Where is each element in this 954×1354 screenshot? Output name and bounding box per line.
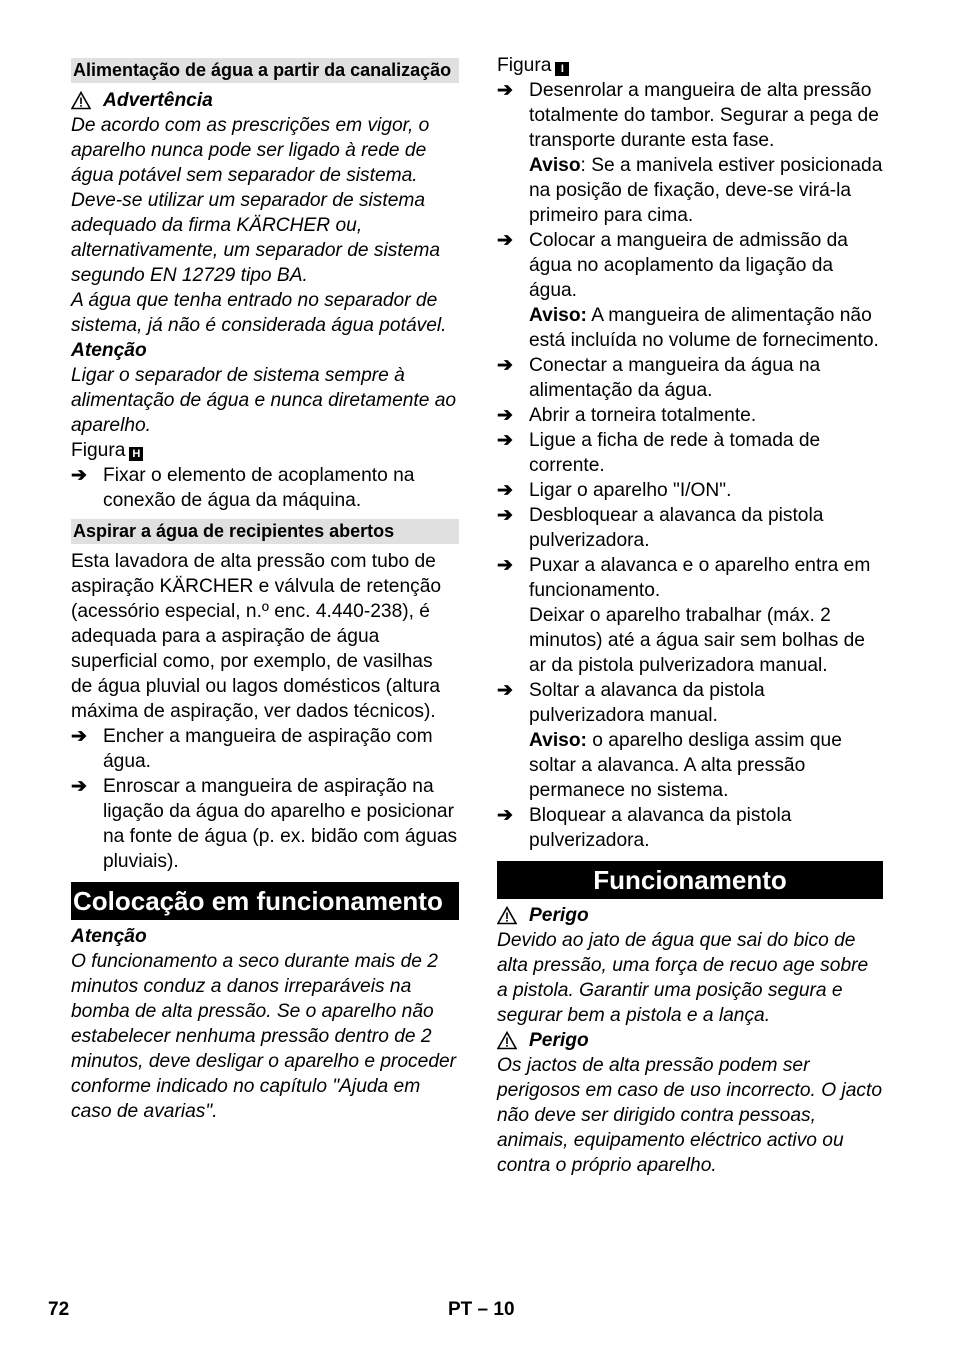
page-number: 72 (48, 1299, 70, 1320)
instruction-step: ➔ Soltar a alavanca da pistola pulverizadora manual. (497, 680, 765, 726)
instruction-step: ➔ Ligar o aparelho "I/ON". (497, 480, 732, 501)
instruction-step: ➔ Encher a mangueira de aspiração com água. (71, 726, 433, 772)
body-paragraph: Esta lavadora de alta pressão com tubo de aspiração KÄRCHER e válvula de retenção (acessório especial, n.º enc. 4.440-238), é adequada para a aspiração de água superficial como, por exemplo, de vasilhas de água pluvial ou lagos domésticos (altura máxima de aspiração, ver dados técnicos). (71, 551, 442, 722)
chapter-heading-start-up: Colocação em funcionamento (71, 882, 459, 920)
attention-title: Atenção (71, 926, 147, 947)
arrow-right-icon: ➔ (497, 230, 514, 251)
section-title-open-containers: Aspirar a água de recipientes abertos (71, 519, 459, 544)
instruction-step: ➔ Colocar a mangueira de admissão da água no acoplamento da ligação da água. (497, 230, 848, 301)
figure-letter-badge: I (555, 62, 569, 76)
danger-title: Perigo (529, 1030, 589, 1051)
instruction-step: ➔ Puxar a alavanca e o aparelho entra em funcionamento. (497, 555, 871, 601)
arrow-right-icon: ➔ (497, 480, 514, 501)
instruction-step: ➔ Bloquear a alavanca da pistola pulverizadora. (497, 805, 792, 851)
danger-text: Os jactos de alta pressão podem ser perigosos em caso de uso incorrecto. O jacto não deve ser dirigido contra pessoas, animais, equipamento eléctrico activo ou contra o próprio aparelho. (497, 1055, 883, 1176)
instruction-step: ➔ Desenrolar a mangueira de alta pressão totalmente do tambor. Segurar a pega de transporte durante esta fase. (497, 80, 879, 151)
step-note: Aviso: Se a manivela estiver posicionada na posição de fixação, deve-se virá-la primeiro para cima. (529, 155, 883, 226)
instruction-step: ➔ Abrir a torneira totalmente. (497, 405, 757, 426)
arrow-right-icon: ➔ (497, 405, 514, 426)
figure-letter-badge: H (129, 447, 143, 461)
arrow-right-icon: ➔ (497, 430, 514, 451)
arrow-right-icon: ➔ (497, 505, 514, 526)
arrow-right-icon: ➔ (71, 776, 88, 797)
figure-reference: Figura I (497, 53, 883, 78)
instruction-step: ➔ Conectar a mangueira da água na alimentação da água. (497, 355, 821, 401)
arrow-right-icon: ➔ (497, 805, 514, 826)
danger-title: Perigo (529, 905, 589, 926)
attention-text: Ligar o separador de sistema sempre à alimentação de água e nunca diretamente ao aparelho. (71, 365, 457, 436)
warning-title: Advertência (103, 90, 213, 111)
section-title-water-mains: Alimentação de água a partir da canalização (71, 58, 459, 83)
arrow-right-icon: ➔ (497, 355, 514, 376)
step-note: Aviso: o aparelho desliga assim que soltar a alavanca. A alta pressão permanece no sistema. (529, 730, 842, 801)
warning-text: De acordo com as prescrições em vigor, o aparelho nunca pode ser ligado à rede de água potável sem separador de sistema. Deve-se utilizar um separador de sistema adequado da firma KÄRCHER ou, alternativamente, um separador de sistema segundo EN 12729 tipo BA. (71, 115, 441, 286)
step-note: Deixar o aparelho trabalhar (máx. 2 minutos) até a água sair sem bolhas de ar da pistola pulverizadora manual. (529, 605, 865, 676)
danger-heading (497, 1028, 883, 1053)
arrow-right-icon: ➔ (497, 680, 514, 701)
attention-text: O funcionamento a seco durante mais de 2 minutos conduz a danos irreparáveis na bomba de alta pressão. Se o aparelho não estabelecer nenhuma pressão dentro de 2 minutos, deve desligar o aparelho e proceder conforme indicado no capítulo "Ajuda em caso de avarias". (71, 951, 457, 1122)
arrow-right-icon: ➔ (497, 80, 514, 101)
danger-heading (497, 903, 883, 928)
attention-title: Atenção (71, 340, 147, 361)
left-column (71, 53, 459, 1124)
instruction-step: ➔ Fixar o elemento de acoplamento na conexão de água da máquina. (71, 465, 415, 511)
step-note: Aviso: A mangueira de alimentação não está incluída no volume de fornecimento. (529, 305, 879, 351)
warning-triangle-icon (71, 91, 93, 111)
instruction-step: ➔ Desbloquear a alavanca da pistola pulverizadora. (497, 505, 824, 551)
warning-triangle-icon (497, 1031, 519, 1051)
chapter-heading-operation: Funcionamento (497, 861, 883, 899)
instruction-step: ➔ Ligue a ficha de rede à tomada de corrente. (497, 430, 821, 476)
warning-heading (71, 88, 459, 113)
section-page-label: PT – 10 (448, 1299, 515, 1320)
arrow-right-icon: ➔ (497, 555, 514, 576)
danger-text: Devido ao jato de água que sai do bico de alta pressão, uma força de recuo age sobre a pistola. Garantir uma posição segura e segurar bem a pistola e a lança. (497, 930, 869, 1026)
instruction-step: ➔ Enroscar a mangueira de aspiração na ligação da água do aparelho e posicionar na fonte de água (p. ex. bidão com águas pluviais). (71, 776, 458, 872)
right-column (497, 53, 883, 1178)
arrow-right-icon: ➔ (71, 465, 88, 486)
arrow-right-icon: ➔ (71, 726, 88, 747)
warning-triangle-icon (497, 906, 519, 926)
warning-text-2: A água que tenha entrado no separador de sistema, já não é considerada água potável. (71, 290, 447, 336)
figure-reference: Figura H (71, 438, 459, 463)
